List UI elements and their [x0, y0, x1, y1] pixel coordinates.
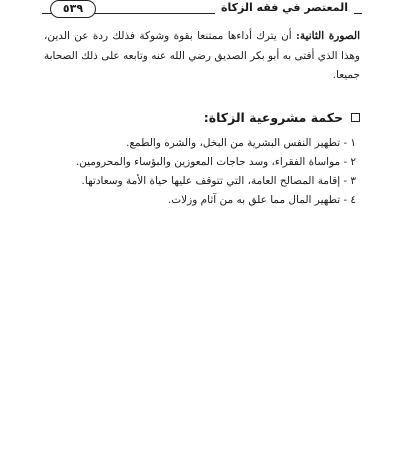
page-body	[44, 27, 360, 210]
wisdom-list	[44, 134, 360, 210]
section-heading	[44, 108, 360, 128]
running-header	[42, 0, 362, 20]
paragraph-lead: الصورة الثانية:	[296, 30, 360, 42]
list-item: ١ - تطهير النفس البشرية من البخل، والشره والطمع.	[126, 136, 356, 149]
list-item: ٢ - مواساة الفقراء، وسد حاجات المعوزين والبؤساء والمحرومين.	[75, 155, 356, 168]
paragraph	[44, 27, 360, 86]
list-item: ٣ - إقامة المصالح العامة، التي تتوقف عليها حياة الأمة وسعادتها.	[81, 174, 356, 187]
list-item: ٤ - تطهير المال مما علق به من آثام وزلات.	[167, 193, 356, 206]
square-bullet-icon	[351, 113, 360, 122]
book-title: المعتصر في فقه الزكاة	[215, 1, 354, 15]
section-heading-text: حكمة مشروعية الزكاة:	[203, 109, 343, 125]
paragraph-text: أن يترك أداءها ممتنعا بقوة وشوكة فذلك ردة عن الدين، وهذا الذي أفتى به أبو بكر الصديق رضي الله عنه وتابعه على ذلك الصحابة جميعا.	[44, 30, 360, 81]
page-number: ٥٣٩	[50, 0, 96, 18]
